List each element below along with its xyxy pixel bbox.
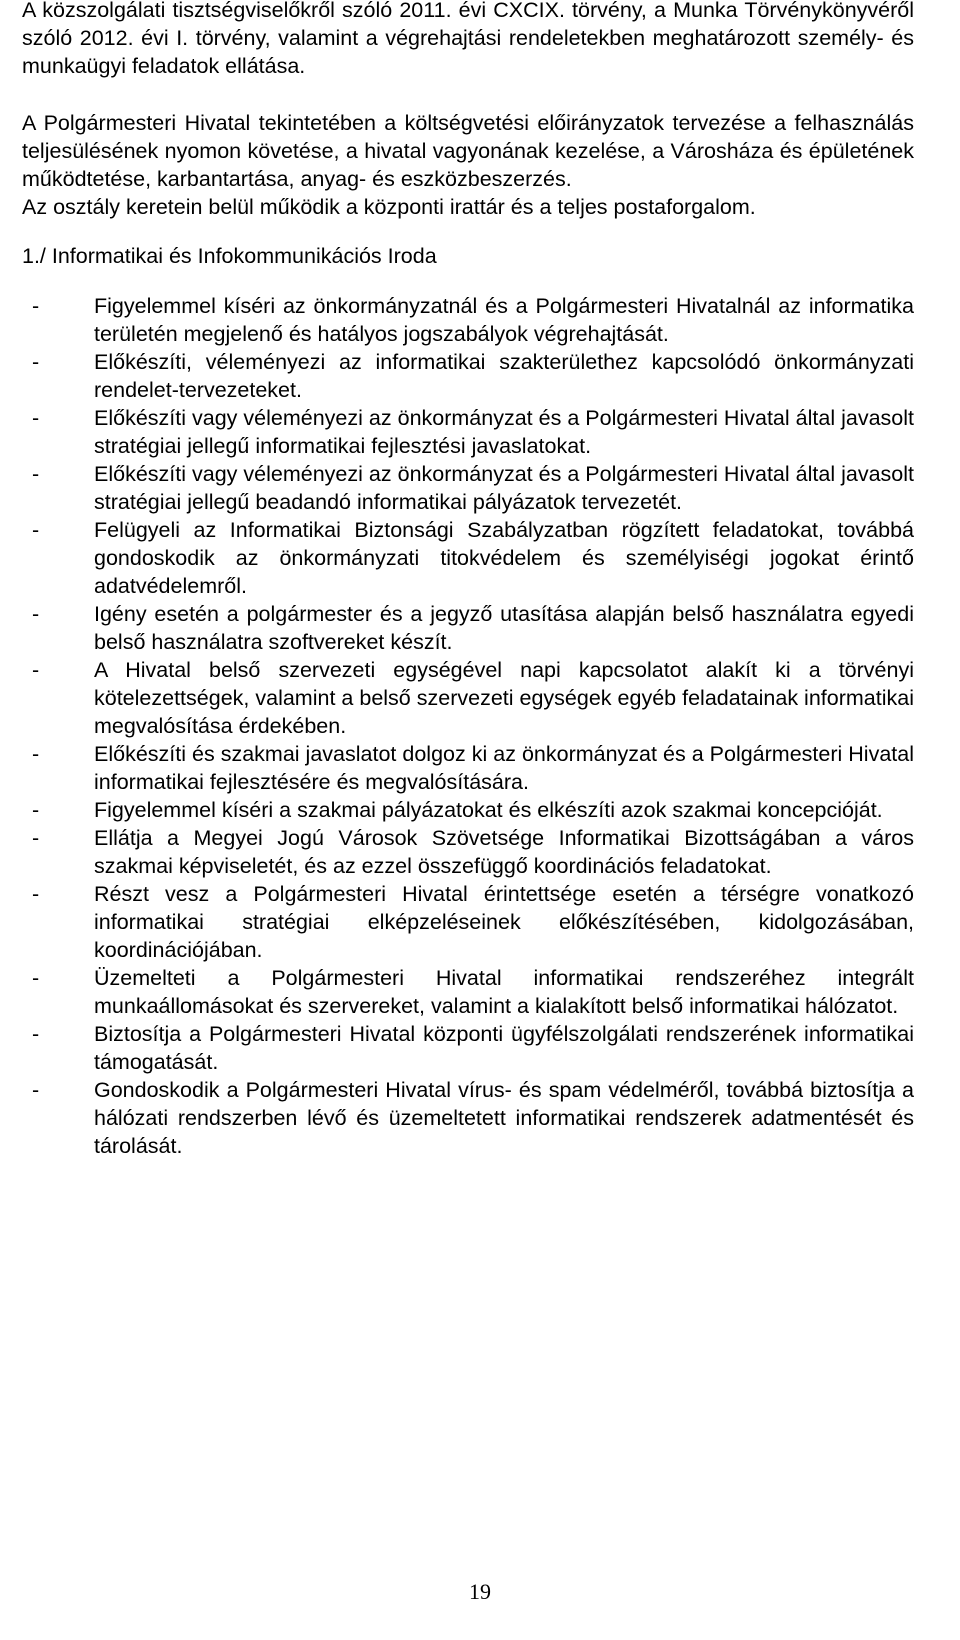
list-item [22, 348, 914, 404]
document-page [22, 0, 914, 1160]
dash-bullet: - [32, 406, 40, 430]
section-heading: 1./ Informatikai és Infokommunikációs Iroda [22, 244, 437, 268]
task-text: Részt vesz a Polgármesteri Hivatal érintettsége esetén a térségre vonatkozó informatikai stratégiai elképzeléseinek előkészítésében, kidolgozásában, koordinációjában. [94, 882, 914, 962]
task-text: Előkészíti és szakmai javaslatot dolgoz ki az önkormányzat és a Polgármesteri Hivatal informatikai fejlesztésére és megvalósítására. [94, 742, 914, 794]
list-item [22, 516, 914, 600]
list-item [22, 1076, 914, 1160]
list-item [22, 600, 914, 656]
list-item [22, 880, 914, 964]
task-text: Előkészíti vagy véleményezi az önkormányzat és a Polgármesteri Hivatal által javasolt stratégiai jellegű informatikai fejlesztési javaslatokat. [94, 406, 914, 458]
dash-bullet: - [32, 1022, 40, 1046]
dash-bullet: - [32, 742, 40, 766]
registry-paragraph: Az osztály keretein belül működik a központi irattár és a teljes postaforgalom. [22, 195, 756, 219]
task-text: Felügyeli az Informatikai Biztonsági Szabályzatban rögzített feladatokat, továbbá gondoskodik az önkormányzati titokvédelem és személyiségi jogokat érintő adatvédelemről. [94, 518, 914, 598]
task-text: Igény esetén a polgármester és a jegyző utasítása alapján belső használatra egyedi belső használatra szoftvereket készít. [94, 602, 914, 654]
dash-bullet: - [32, 350, 40, 374]
dash-bullet: - [32, 658, 40, 682]
task-text: Előkészíti vagy véleményezi az önkormányzat és a Polgármesteri Hivatal által javasolt stratégiai jellegű beadandó informatikai pályázatok tervezetét. [94, 462, 914, 514]
dash-bullet: - [32, 602, 40, 626]
list-item [22, 656, 914, 740]
dash-bullet: - [32, 518, 40, 542]
dash-bullet: - [32, 798, 40, 822]
dash-bullet: - [32, 826, 40, 850]
list-item [22, 964, 914, 1020]
list-item [22, 796, 914, 824]
list-item [22, 824, 914, 880]
list-item [22, 740, 914, 796]
task-text: Gondoskodik a Polgármesteri Hivatal vírus- és spam védelméről, továbbá biztosítja a hálózati rendszerben lévő és üzemeltetett informatikai rendszerek adatmentését és tárolását. [94, 1078, 914, 1158]
dash-bullet: - [32, 462, 40, 486]
list-item [22, 1020, 914, 1076]
budget-paragraph: A Polgármesteri Hivatal tekintetében a költségvetési előirányzatok tervezése a felhasználás teljesülésének nyomon követése, a hivatal vagyonának kezelése, a Városháza és épületének működtetése, karbantartása, anyag- és eszközbeszerzés. [22, 111, 914, 191]
list-item [22, 404, 914, 460]
task-text: Előkészíti, véleményezi az informatikai szakterülethez kapcsolódó önkormányzati rendelet-tervezeteket. [94, 350, 914, 402]
task-text: A Hivatal belső szervezeti egységével napi kapcsolatot alakít ki a törvényi kötelezettségek, valamint a belső szervezeti egységek egyéb feladatainak informatikai megvalósítása érdekében. [94, 658, 914, 738]
list-item [22, 460, 914, 516]
dash-bullet: - [32, 294, 40, 318]
task-text: Üzemelteti a Polgármesteri Hivatal informatikai rendszeréhez integrált munkaállomásokat és szervereket, valamint a kialakított belső informatikai hálózatot. [94, 966, 914, 1018]
task-text: Biztosítja a Polgármesteri Hivatal központi ügyfélszolgálati rendszerének informatikai támogatását. [94, 1022, 914, 1074]
intro-paragraph: A közszolgálati tisztségviselőkről szóló 2011. évi CXCIX. törvény, a Munka Törvénykönyvéről szóló 2012. évi I. törvény, valamint a végrehajtási rendeletekben meghatározott személy- és munkaügyi feladatok ellátása. [22, 0, 914, 78]
list-item [22, 292, 914, 348]
dash-bullet: - [32, 882, 40, 906]
task-text: Ellátja a Megyei Jogú Városok Szövetsége Informatikai Bizottságában a város szakmai képviseletét, és az ezzel összefüggő koordinációs feladatokat. [94, 826, 914, 878]
task-text: Figyelemmel kíséri az önkormányzatnál és a Polgármesteri Hivatalnál az informatika területén megjelenő és hatályos jogszabályok végrehajtását. [94, 294, 914, 346]
dash-bullet: - [32, 1078, 40, 1102]
task-text: Figyelemmel kíséri a szakmai pályázatokat és elkészíti azok szakmai koncepcióját. [94, 798, 883, 822]
dash-bullet: - [32, 966, 40, 990]
page-number: 19 [469, 1579, 491, 1604]
task-list [22, 292, 914, 1160]
